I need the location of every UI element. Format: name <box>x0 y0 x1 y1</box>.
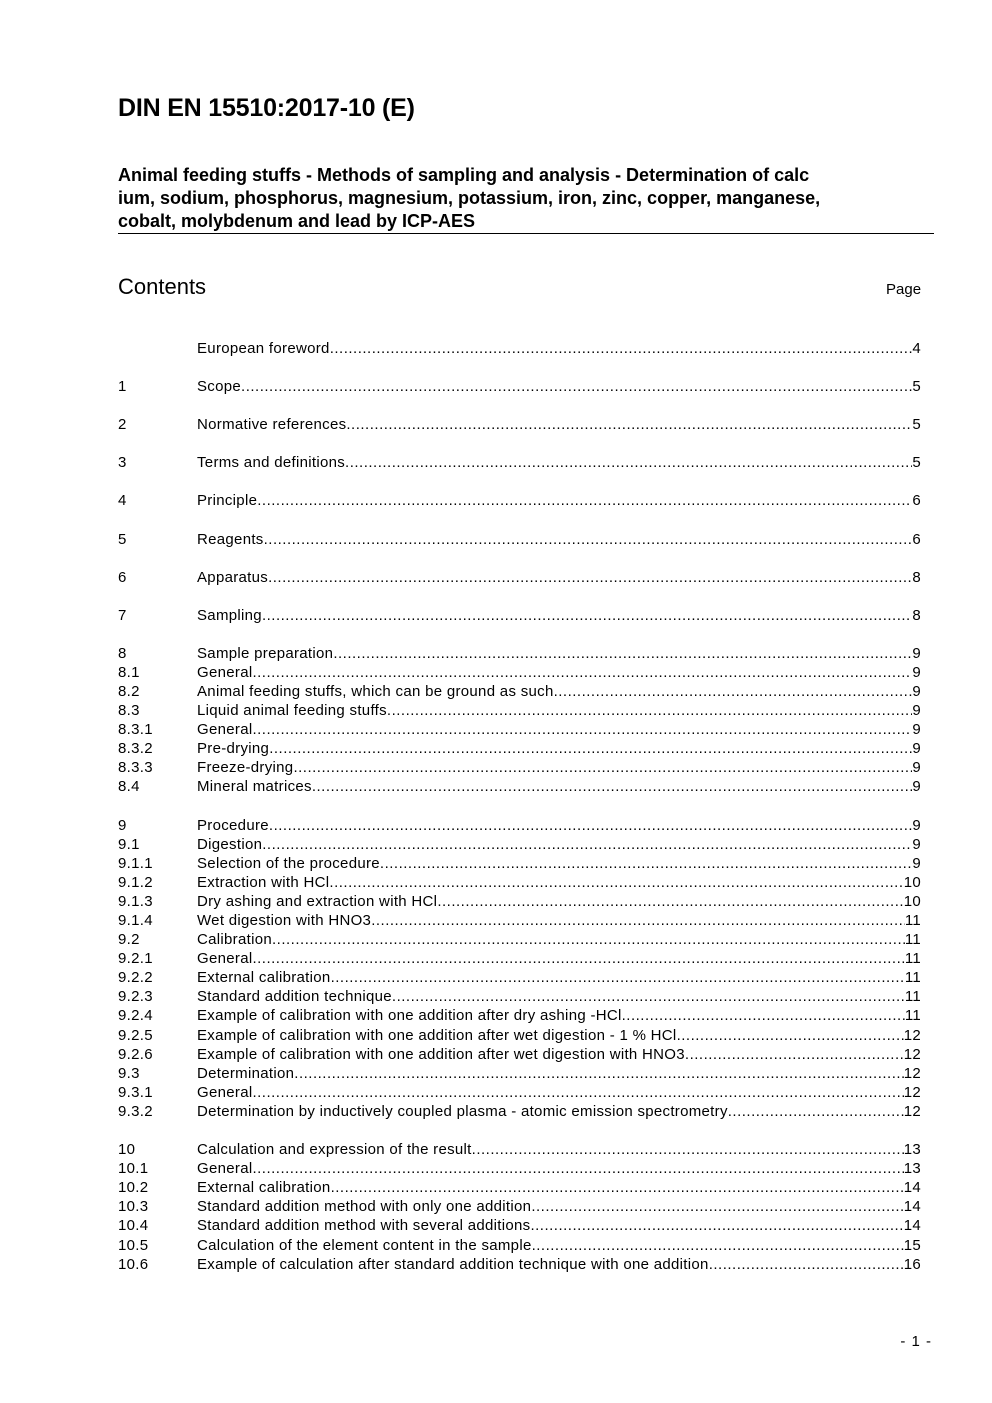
toc-entry-page: 14 <box>903 1198 921 1216</box>
toc-entry-title: External calibration <box>197 1179 331 1197</box>
toc-entry-title: Example of calibration with one addition after dry ashing -HCl <box>197 1007 622 1025</box>
toc-entry-title: General <box>197 663 253 681</box>
toc-entry-page: 15 <box>903 1236 921 1254</box>
toc-entry-title: Determination <box>197 1064 295 1082</box>
toc-entry-title: General <box>197 950 253 968</box>
toc-entry-number: 8.2 <box>118 682 140 700</box>
title-divider <box>118 233 934 234</box>
toc-entry-page: 12 <box>903 1045 921 1063</box>
toc-entry[interactable] <box>118 816 921 835</box>
toc-entry[interactable] <box>118 1235 921 1254</box>
toc-entry[interactable] <box>118 758 921 777</box>
toc-entry[interactable] <box>118 835 921 854</box>
toc-entry-title: Calibration <box>197 931 273 949</box>
toc-entry-number: 9.3 <box>118 1064 140 1082</box>
toc-entry[interactable] <box>118 1197 921 1216</box>
toc-entry-page: 9 <box>912 740 921 758</box>
toc-entry-title: Determination by inductively coupled plasma - atomic emission spectrometry <box>197 1102 728 1120</box>
toc-entry-title: Example of calculation after standard addition technique with one addition <box>197 1255 709 1273</box>
toc-entry[interactable] <box>118 529 921 548</box>
toc-entry-page: 16 <box>903 1255 921 1273</box>
toc-entry[interactable] <box>118 739 921 758</box>
toc-entry[interactable] <box>118 377 921 396</box>
toc-entry[interactable] <box>118 1045 921 1064</box>
toc-entry-title: Liquid animal feeding stuffs <box>197 702 387 720</box>
toc-entry-page: 14 <box>903 1217 921 1235</box>
toc-entry-number: 8.3.2 <box>118 740 153 758</box>
toc-entry-number: 9.2.6 <box>118 1045 153 1063</box>
toc-entry-number: 9.1.4 <box>118 912 153 930</box>
toc-entry[interactable] <box>118 1140 921 1159</box>
toc-entry[interactable] <box>118 1006 921 1025</box>
toc-entry-number: 6 <box>118 568 127 586</box>
toc-entry-page: 12 <box>903 1083 921 1101</box>
toc-entry-number: 8.3.3 <box>118 759 153 777</box>
toc-entry-page: 8 <box>912 568 921 586</box>
toc-entry-number: 8 <box>118 644 127 662</box>
toc-entry-page: 4 <box>912 340 921 358</box>
toc-entry-page: 11 <box>904 988 921 1006</box>
toc-entry-title: Reagents <box>197 530 264 548</box>
toc-entry[interactable] <box>118 949 921 968</box>
toc-entry-title: Principle <box>197 492 258 510</box>
toc-entry-number: 9 <box>118 816 127 834</box>
toc-entry[interactable] <box>118 644 921 663</box>
toc-entry-number: 8.3.1 <box>118 721 153 739</box>
toc-entry-page: 14 <box>903 1179 921 1197</box>
toc-entry-page: 9 <box>912 759 921 777</box>
toc-entry[interactable] <box>118 720 921 739</box>
toc-entry[interactable] <box>118 1026 921 1045</box>
document-title-line: ium, sodium, phosphorus, magnesium, potassium, iron, zinc, copper, manganese, <box>118 188 821 208</box>
toc-entry-page: 5 <box>912 454 921 472</box>
toc-entry-title: Apparatus <box>197 568 269 586</box>
toc-entry-page: 13 <box>903 1141 921 1159</box>
toc-entry-number: 9.1.1 <box>118 854 153 872</box>
toc-entry[interactable] <box>118 453 921 472</box>
toc-entry-page: 9 <box>912 854 921 872</box>
document-title <box>118 164 918 233</box>
toc-entry[interactable] <box>118 682 921 701</box>
toc-entry-number: 5 <box>118 530 127 548</box>
toc-entry-number: 10.2 <box>118 1179 149 1197</box>
document-title-line: cobalt, molybdenum and lead by ICP-AES <box>118 211 476 231</box>
toc-entry-number: 8.3 <box>118 702 140 720</box>
toc-entry-page: 9 <box>912 721 921 739</box>
toc-entry[interactable] <box>118 1178 921 1197</box>
toc-entry-page: 13 <box>903 1160 921 1178</box>
toc-entry-page: 6 <box>912 530 921 548</box>
toc-entry-title: General <box>197 1160 253 1178</box>
toc-entry-title: Animal feeding stuffs, which can be ground as such <box>197 682 554 700</box>
toc-entry-page: 9 <box>912 778 921 796</box>
toc-entry-number: 10.6 <box>118 1255 149 1273</box>
toc-entry[interactable] <box>118 854 921 873</box>
page-column-heading: Page <box>886 281 922 298</box>
toc-entry-title: Digestion <box>197 835 263 853</box>
toc-entry-title: Extraction with HCl <box>197 873 330 891</box>
toc-entry[interactable] <box>118 663 921 682</box>
toc-entry-title: Terms and definitions <box>197 454 346 472</box>
toc-entry-number: 9.2.2 <box>118 969 153 987</box>
toc-entry-page: 8 <box>912 606 921 624</box>
toc-entry-title: Calculation of the element content in the sample <box>197 1236 532 1254</box>
toc-entry-number: 9.3.2 <box>118 1102 153 1120</box>
toc-entry-page: 12 <box>903 1102 921 1120</box>
toc-entry[interactable] <box>118 911 921 930</box>
toc-entry[interactable] <box>118 415 921 434</box>
toc-entry-title: General <box>197 1083 253 1101</box>
toc-entry-number: 9.1.3 <box>118 892 153 910</box>
toc-entry-title: Standard addition method with several additions <box>197 1217 531 1235</box>
toc-entry-number: 9.2.5 <box>118 1026 153 1044</box>
toc-entry[interactable] <box>118 1064 921 1083</box>
toc-entry-number: 10.4 <box>118 1217 149 1235</box>
toc-entry[interactable] <box>118 606 921 625</box>
toc-entry-number: 7 <box>118 606 127 624</box>
toc-entry-title: External calibration <box>197 969 331 987</box>
toc-entry[interactable] <box>118 339 921 358</box>
toc-entry-number: 1 <box>118 378 127 396</box>
contents-heading: Contents <box>118 274 207 299</box>
toc-entry-page: 6 <box>912 492 921 510</box>
toc-entry-page: 10 <box>903 873 921 891</box>
toc-entry-title: Sampling <box>197 606 262 624</box>
toc-entry[interactable] <box>118 987 921 1006</box>
toc-entry[interactable] <box>118 892 921 911</box>
toc-entry-title: Sample preparation <box>197 644 334 662</box>
toc-entry-title: Freeze-drying <box>197 759 294 777</box>
toc-entry-title: General <box>197 721 253 739</box>
document-title-line: Animal feeding stuffs - Methods of sampling and analysis - Determination of calc <box>118 165 810 185</box>
toc-entry-number: 10 <box>118 1141 136 1159</box>
toc-entry[interactable] <box>118 1255 921 1274</box>
toc-entry-number: 9.1 <box>118 835 140 853</box>
toc-entry-title: Pre-drying <box>197 740 270 758</box>
toc-entry-page: 5 <box>912 416 921 434</box>
toc-entry-title: Dry ashing and extraction with HCl <box>197 892 438 910</box>
table-of-contents <box>118 339 921 1274</box>
page-number: - 1 - <box>900 1333 932 1350</box>
toc-entry-number: 9.2.4 <box>118 1007 153 1025</box>
toc-entry-title: Example of calibration with one addition after wet digestion with HNO3 <box>197 1045 685 1063</box>
toc-entry-title: Selection of the procedure <box>197 854 380 872</box>
toc-entry-page: 5 <box>912 378 921 396</box>
toc-entry-page: 9 <box>912 644 921 662</box>
toc-entry-number: 10.5 <box>118 1236 149 1254</box>
toc-entry-page: 11 <box>904 969 921 987</box>
toc-entry-title: Scope <box>197 378 242 396</box>
toc-entry-page: 12 <box>903 1026 921 1044</box>
toc-entry-page: 9 <box>912 702 921 720</box>
toc-entry-page: 11 <box>904 912 921 930</box>
toc-entry-number: 8.4 <box>118 778 140 796</box>
toc-entry-number: 4 <box>118 492 127 510</box>
document-id: DIN EN 15510:2017-10 (E) <box>118 94 415 122</box>
toc-entry-number: 9.2 <box>118 931 140 949</box>
toc-entry-title: Mineral matrices <box>197 778 312 796</box>
toc-entry-title: Wet digestion with HNO3 <box>197 912 372 930</box>
toc-entry-page: 11 <box>904 1007 921 1025</box>
toc-entry-page: 9 <box>912 816 921 834</box>
toc-entry[interactable] <box>118 1083 921 1102</box>
toc-entry-number: 9.1.2 <box>118 873 153 891</box>
toc-entry-number: 9.2.3 <box>118 988 153 1006</box>
toc-entry-number: 9.2.1 <box>118 950 153 968</box>
toc-entry-number: 3 <box>118 454 127 472</box>
toc-entry-title: Example of calibration with one addition after wet digestion - 1 % HCl <box>197 1026 677 1044</box>
toc-entry-title: Calculation and expression of the result <box>197 1141 472 1159</box>
toc-entry[interactable] <box>118 930 921 949</box>
toc-entry[interactable] <box>118 777 921 796</box>
toc-entry[interactable] <box>118 873 921 892</box>
toc-entry-title: Procedure <box>197 816 269 834</box>
toc-entry-number: 8.1 <box>118 663 140 681</box>
toc-entry[interactable] <box>118 491 921 510</box>
toc-entry[interactable] <box>118 701 921 720</box>
toc-entry-page: 9 <box>912 663 921 681</box>
toc-entry-page: 11 <box>904 931 921 949</box>
toc-entry-page: 10 <box>903 892 921 910</box>
toc-entry-page: 12 <box>903 1064 921 1082</box>
toc-entry[interactable] <box>118 1216 921 1235</box>
toc-entry-title: Standard addition technique <box>197 988 392 1006</box>
toc-entry-title: Normative references <box>197 416 347 434</box>
toc-entry[interactable] <box>118 1159 921 1178</box>
toc-entry-number: 9.3.1 <box>118 1083 153 1101</box>
toc-entry-number: 2 <box>118 416 127 434</box>
toc-entry-page: 9 <box>912 682 921 700</box>
toc-entry-title: European foreword <box>197 340 330 358</box>
toc-entry[interactable] <box>118 968 921 987</box>
toc-entry-page: 9 <box>912 835 921 853</box>
toc-entry-title: Standard addition method with only one addition <box>197 1198 532 1216</box>
toc-entry[interactable] <box>118 568 921 587</box>
toc-entry-page: 11 <box>904 950 921 968</box>
toc-entry-number: 10.1 <box>118 1160 149 1178</box>
toc-entry-number: 10.3 <box>118 1198 149 1216</box>
toc-entry[interactable] <box>118 1102 921 1121</box>
